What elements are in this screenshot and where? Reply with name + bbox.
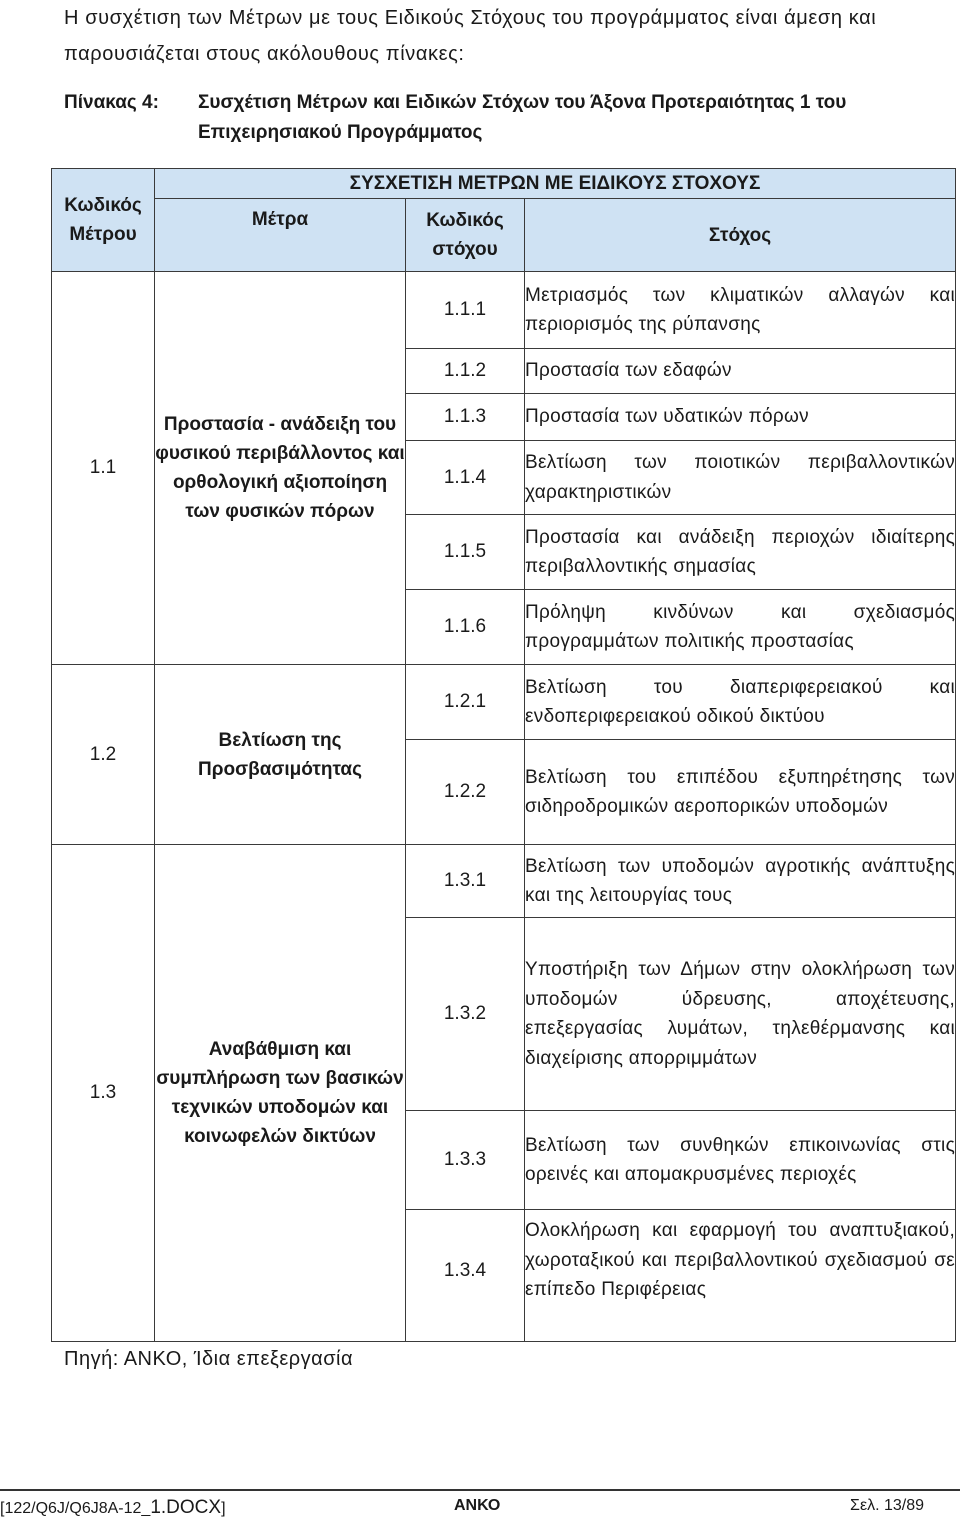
goal-code: 1.1.2 xyxy=(406,349,525,394)
measure-name: Βελτίωση της Προσβασιμότητας xyxy=(155,665,406,845)
table-row xyxy=(52,845,956,918)
header-code-measure: Κωδικός Μέτρου xyxy=(52,169,155,272)
goal-text: Ολοκλήρωση και εφαρμογή του αναπτυξιακού, χωροταξικού και περιβαλλοντικού σχεδιασμού σε επίπεδο Περιφέρειας xyxy=(525,1210,956,1342)
goal-code: 1.1.4 xyxy=(406,441,525,515)
goal-text: Προστασία των υδατικών πόρων xyxy=(525,394,956,441)
footer-doc-id xyxy=(0,1497,226,1519)
goal-text: Προστασία των εδαφών xyxy=(525,349,956,394)
caption-label: Πίνακας 4: xyxy=(64,92,159,113)
goal-code: 1.1.6 xyxy=(406,590,525,665)
goal-code: 1.2.2 xyxy=(406,740,525,845)
footer-doc-prefix: [122/Q6J/Q6J8A-12_ xyxy=(0,1500,151,1517)
goal-code: 1.3.1 xyxy=(406,845,525,918)
measure-name: Αναβάθμιση και συμπλήρωση των βασικών τεχνικών υποδομών και κοινωφελών δικτύων xyxy=(155,845,406,1342)
measures-goals-table xyxy=(51,168,956,1342)
goal-text: Βελτίωση του διαπεριφερειακού και ενδοπεριφερειακού οδικού δικτύου xyxy=(525,665,956,740)
footer-doc-name: 1.DOCX xyxy=(150,1497,222,1518)
measure-name: Προστασία - ανάδειξη του φυσικού περιβάλλοντος και ορθολογική αξιοποίηση των φυσικών πόρων xyxy=(155,272,406,665)
header-code-goal: Κωδικός στόχου xyxy=(406,199,525,272)
footer-org: ΑΝΚΟ xyxy=(454,1497,501,1514)
measure-code: 1.2 xyxy=(52,665,155,845)
goal-text: Βελτίωση του επιπέδου εξυπηρέτησης των σιδηροδρομικών αεροπορικών υποδομών xyxy=(525,740,956,845)
header-goal: Στόχος xyxy=(525,199,956,272)
footer-divider xyxy=(0,1489,960,1491)
goal-text: Βελτίωση των συνθηκών επικοινωνίας στις ορεινές και απομακρυσμένες περιοχές xyxy=(525,1111,956,1210)
goal-code: 1.2.1 xyxy=(406,665,525,740)
table-row xyxy=(52,665,956,740)
goal-text: Πρόληψη κινδύνων και σχεδιασμός προγραμμάτων πολιτικής προστασίας xyxy=(525,590,956,665)
footer-doc-suffix: ] xyxy=(221,1500,226,1517)
goal-code: 1.1.5 xyxy=(406,515,525,590)
goal-text: Βελτίωση των υποδομών αγροτικής ανάπτυξης και της λειτουργίας τους xyxy=(525,845,956,918)
goal-code: 1.1.3 xyxy=(406,394,525,441)
goal-code: 1.3.3 xyxy=(406,1111,525,1210)
measure-code: 1.1 xyxy=(52,272,155,665)
goal-text: Βελτίωση των ποιοτικών περιβαλλοντικών χαρακτηριστικών xyxy=(525,441,956,515)
intro-paragraph: Η συσχέτιση των Μέτρων με τους Ειδικούς Στόχους του προγράμματος είναι άμεση και παρουσιάζεται στους ακόλουθους πίνακες: xyxy=(64,7,877,65)
header-group: ΣΥΣΧΕΤΙΣΗ ΜΕΤΡΩΝ ΜΕ ΕΙΔΙΚΟΥΣ ΣΤΟΧΟΥΣ xyxy=(155,169,956,199)
footer-page-number: Σελ. 13/89 xyxy=(850,1497,924,1514)
goal-code: 1.3.2 xyxy=(406,918,525,1111)
header-measure: Μέτρα xyxy=(155,199,406,272)
goal-text: Υποστήριξη των Δήμων στην ολοκλήρωση των υποδομών ύδρευσης, αποχέτευσης, επεξεργασίας λυμάτων, τηλεθέρμανσης και διαχείρισης απορριμμάτων xyxy=(525,918,956,1111)
goal-code: 1.1.1 xyxy=(406,272,525,349)
caption-text: Συσχέτιση Μέτρων και Ειδικών Στόχων του Άξονα Προτεραιότητας 1 του Επιχειρησιακού Προγράμματος xyxy=(198,92,847,143)
measure-code: 1.3 xyxy=(52,845,155,1342)
goal-text: Προστασία και ανάδειξη περιοχών ιδιαίτερης περιβαλλοντικής σημασίας xyxy=(525,515,956,590)
source-note: Πηγή: ΑΝΚΟ, Ίδια επεξεργασία xyxy=(64,1348,354,1370)
goal-code: 1.3.4 xyxy=(406,1210,525,1342)
table-row xyxy=(52,272,956,349)
goal-text: Μετριασμός των κλιματικών αλλαγών και περιορισμός της ρύπανσης xyxy=(525,272,956,349)
